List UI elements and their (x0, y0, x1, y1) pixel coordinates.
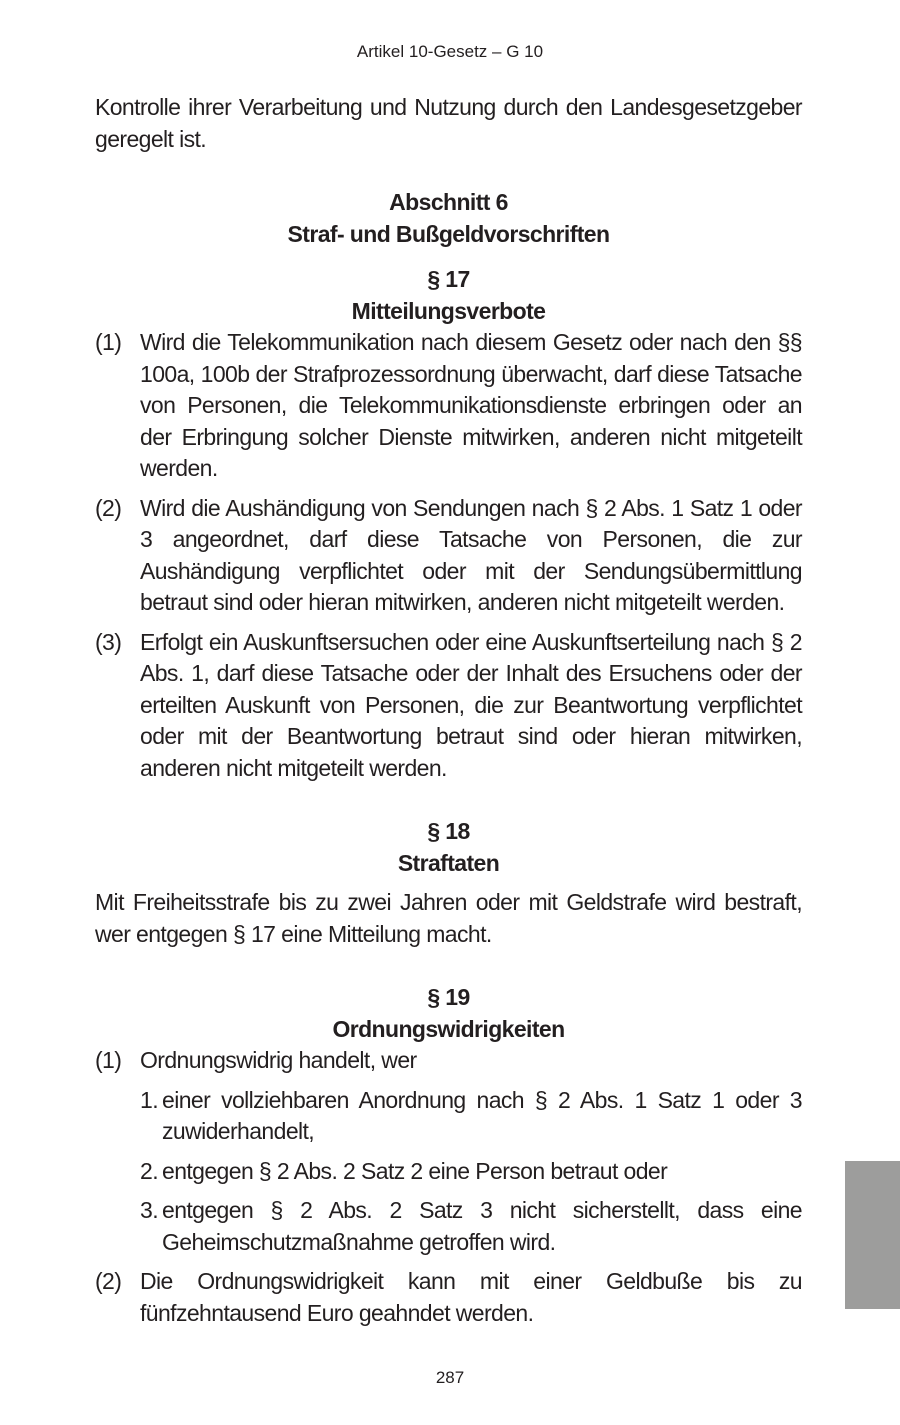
s18-number: § 18 (427, 818, 470, 844)
item-text: entgegen § 2 Abs. 2 Satz 2 eine Person betraut oder (162, 1157, 668, 1184)
running-header: Artikel 10-Gesetz – G 10 (356, 42, 544, 61)
thumb-index-tab (845, 1161, 900, 1309)
s19-paragraph-1 (95, 1045, 802, 1077)
s19-paragraph-2 (95, 1266, 802, 1329)
item-label: 3. (140, 1197, 158, 1223)
s18-text: Mit Freiheitsstrafe bis zu zwei Jahren oder mit Geldstrafe wird bestraft, wer entgegen § 17 eine Mitteilung macht. (95, 889, 802, 947)
paragraph-text: Die Ordnungswidrigkeit kann mit einer Geldbuße bis zu fünfzehntausend Euro geahndet werden. (140, 1268, 802, 1326)
item-label: 2. (140, 1157, 158, 1184)
section-title: Straf- und Bußgeldvorschriften (287, 220, 610, 247)
paragraph-label: (3) (95, 628, 122, 655)
s17-paragraph-3 (95, 627, 802, 785)
s17-paragraph-2 (95, 493, 802, 619)
item-text: entgegen § 2 Abs. 2 Satz 3 nicht sicherstellt, dass eine Geheimschutzmaßnahme getroffen wird. (162, 1197, 802, 1255)
s17-title: Mitteilungsverbote (351, 297, 546, 324)
paragraph-label: (1) (95, 1047, 122, 1073)
list-item (140, 1195, 802, 1258)
s18-title: Straftaten (397, 849, 500, 876)
paragraph-text: Ordnungswidrig handelt, wer (140, 1047, 417, 1073)
list-item (140, 1156, 802, 1188)
paragraph-label: (2) (95, 1268, 122, 1294)
s19-title: Ordnungswidrigkeiten (332, 1015, 565, 1042)
s17-number: § 17 (427, 266, 470, 292)
s17-paragraph-1 (95, 327, 802, 485)
paragraph-text: Wird die Telekommunikation nach diesem Gesetz oder nach den §§ 100a, 100b der Strafprozessordnung überwacht, darf diese Tatsache von Personen, die Telekommunikationsdienste erbringen oder an der Erbringung solcher Dienste mitwirken, anderen nicht mitgeteilt werden. (140, 329, 802, 481)
s19-item-list (95, 1077, 802, 1259)
item-label: 1. (140, 1086, 158, 1113)
section-number: Abschnitt 6 (389, 189, 508, 215)
item-text: einer vollziehbaren Anordnung nach § 2 Abs. 1 Satz 1 oder 3 zuwiderhandelt, (162, 1086, 802, 1144)
paragraph-label: (2) (95, 494, 122, 521)
s19-number: § 19 (427, 984, 470, 1010)
page-content (95, 92, 802, 1329)
list-item (140, 1085, 802, 1148)
paragraph-text: Erfolgt ein Auskunftsersuchen oder eine Auskunftserteilung nach § 2 Abs. 1, darf diese Tatsache oder der Inhalt des Ersuchens oder der erteilten Auskunft von Personen, die zur Beantwortung verpflichtet oder mit der Beantwortung betraut sind oder hieran mitwirken, anderen nicht mitgeteilt werden. (140, 628, 802, 781)
intro-paragraph: Kontrolle ihrer Verarbeitung und Nutzung durch den Landesgesetzgeber geregelt ist. (95, 94, 802, 152)
page-number: 287 (435, 1368, 465, 1387)
paragraph-text: Wird die Aushändigung von Sendungen nach § 2 Abs. 1 Satz 1 oder 3 angeordnet, darf diese Tatsache von Personen, die zur Aushändigung verpflichtet oder mit der Sendungsübermittlung betraut sind oder hieran mitwirken, anderen nicht mitgeteilt werden. (140, 494, 802, 615)
paragraph-label: (1) (95, 329, 122, 355)
